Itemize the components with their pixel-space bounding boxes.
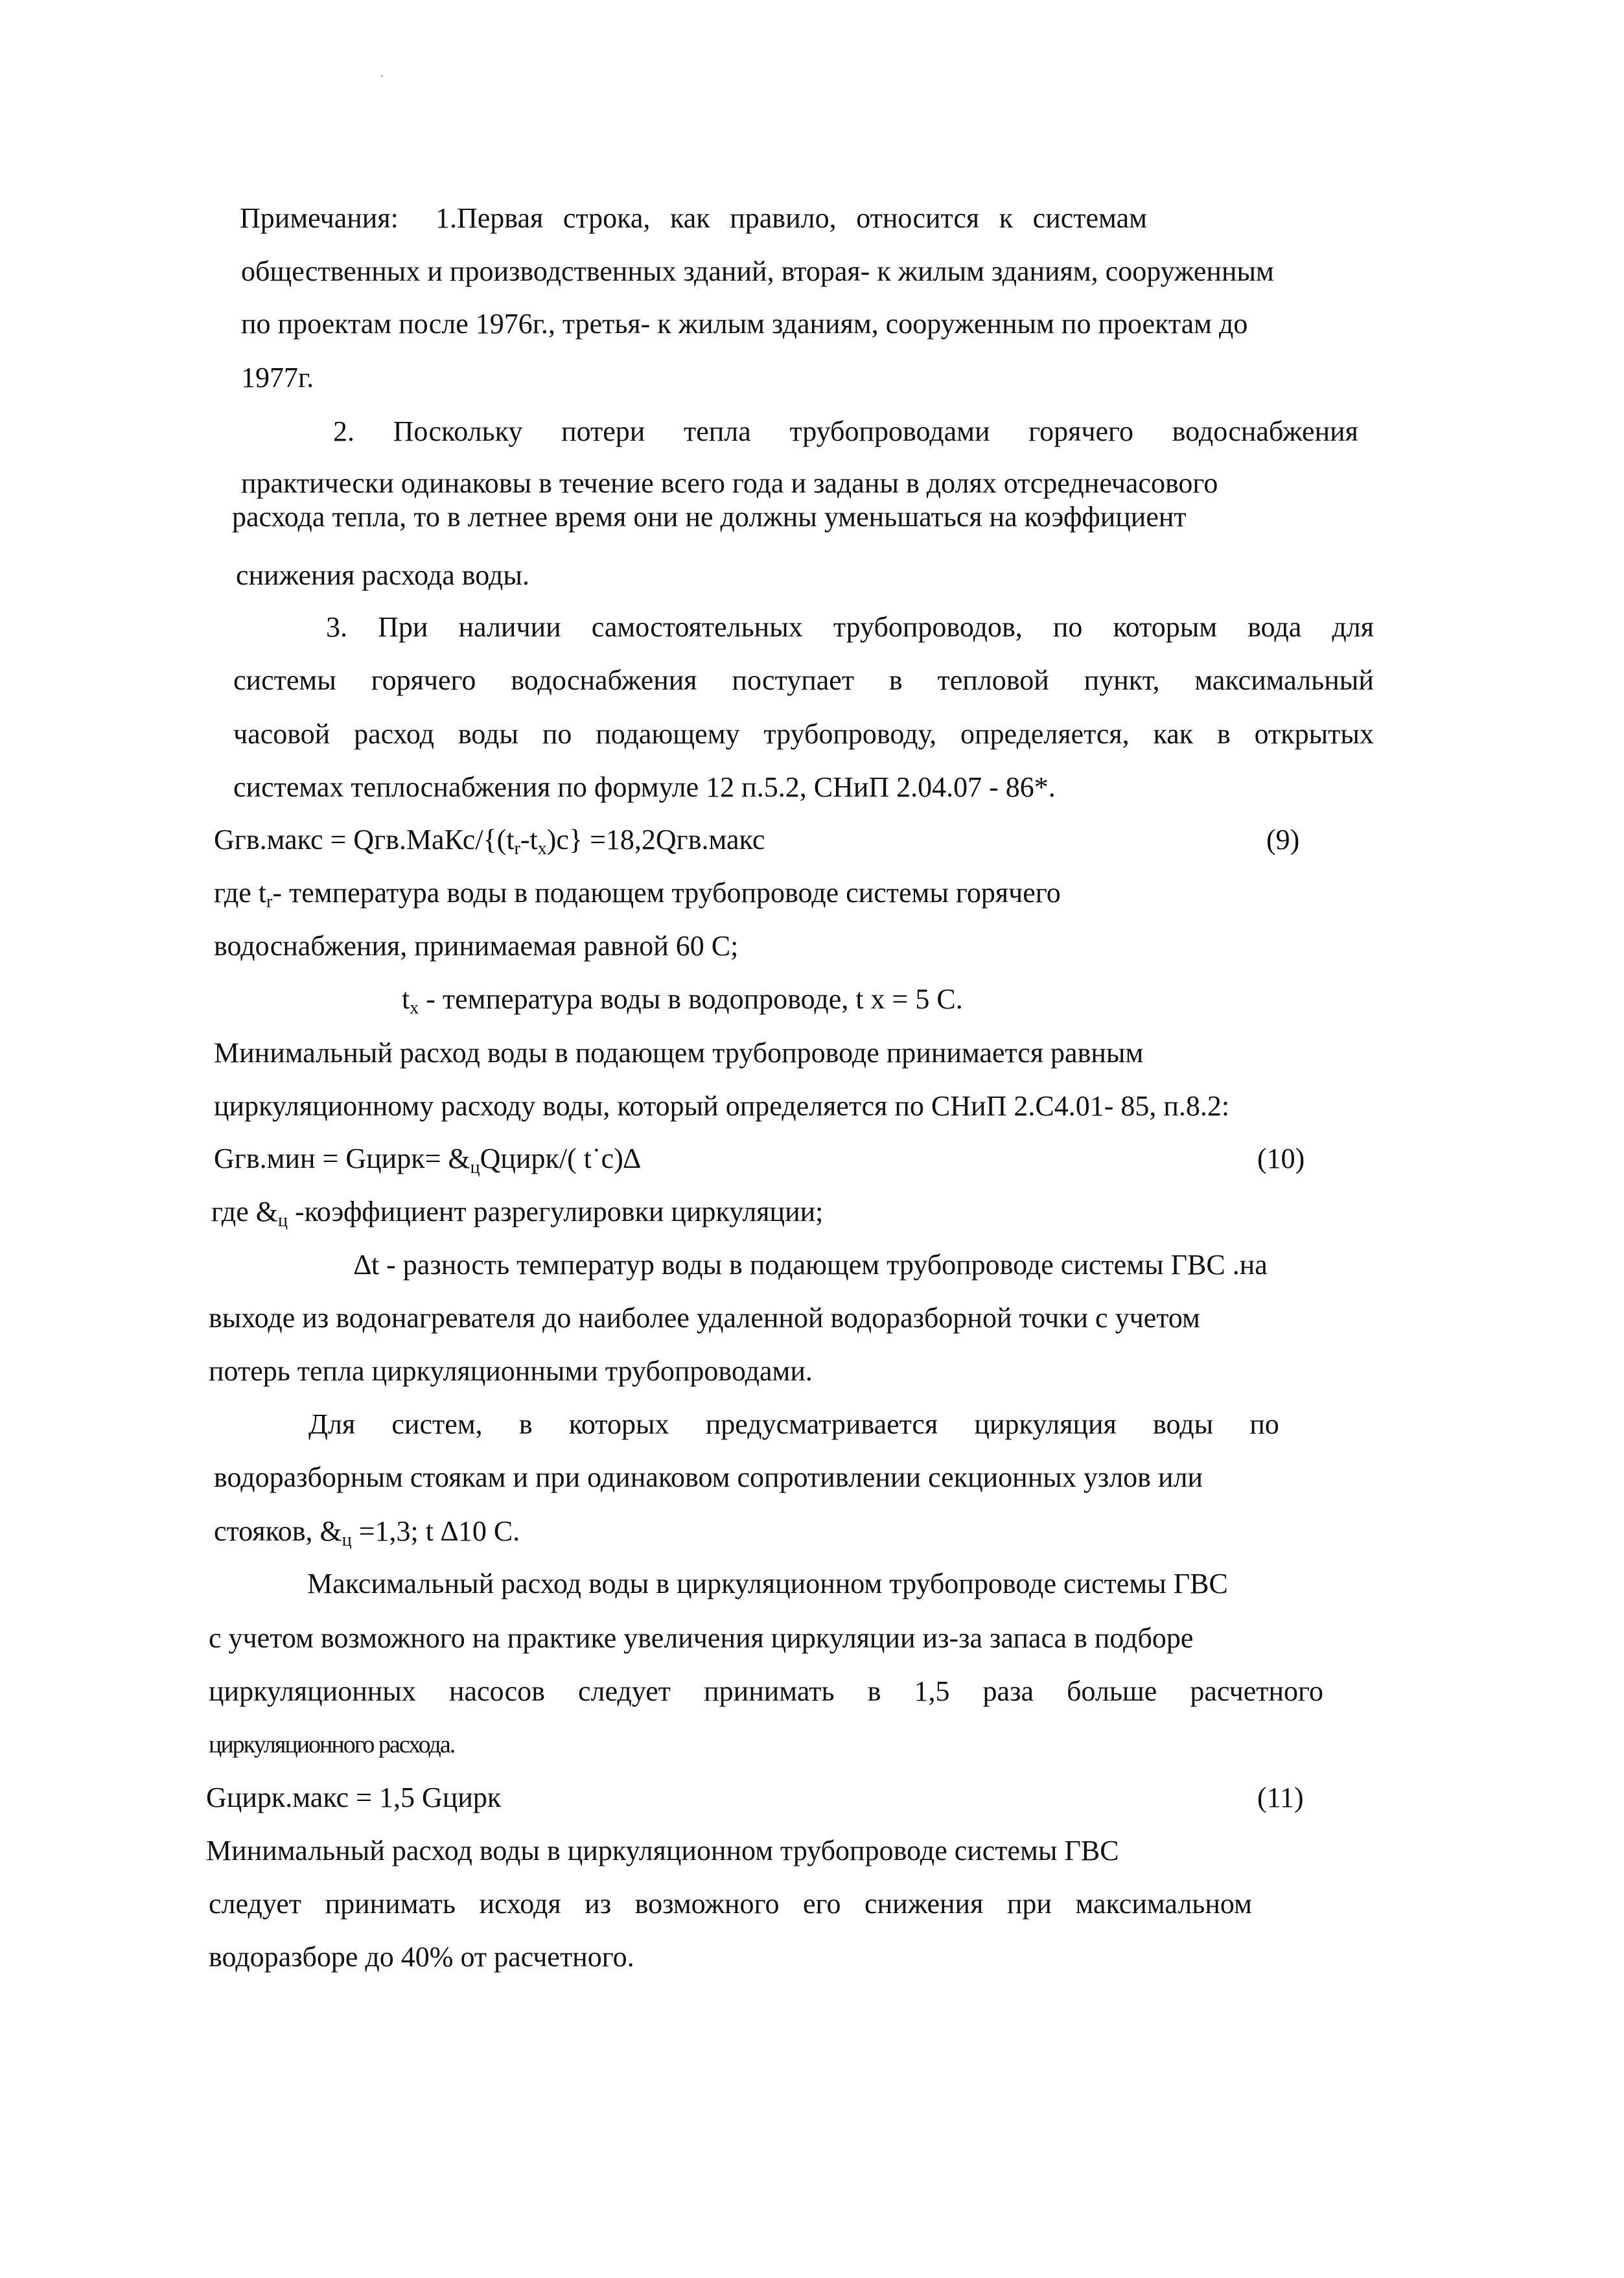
word: самостоятельных <box>591 611 803 643</box>
word: системы <box>233 664 336 696</box>
word: как <box>1153 718 1194 750</box>
word: предусматривается <box>705 1408 938 1440</box>
word: по <box>542 718 572 750</box>
min-circ-line-1: Минимальный расход воды в циркуляционном трубопроводе системы ГВС <box>206 1835 1119 1866</box>
word: тепловой <box>937 664 1049 696</box>
word: в <box>888 664 903 696</box>
word: больше <box>1067 1675 1157 1707</box>
word: тепла <box>684 415 751 447</box>
word: расход <box>354 718 434 750</box>
note-1-line-3: по проектам после 1976г., третья- к жилым зданиям, сооруженным по проектам до <box>241 308 1248 340</box>
word: трубопроводами <box>789 415 990 447</box>
word: к <box>999 202 1014 234</box>
equation-10: Gгв.мин = Gцирк= $\&_цQцирк/$( t˙c)∆ <box>214 1143 641 1178</box>
word: возможного <box>634 1888 780 1920</box>
word: потери <box>561 415 645 447</box>
word: в <box>867 1675 881 1707</box>
word: для <box>1332 611 1374 643</box>
equation-10-number: (10) <box>1257 1143 1305 1174</box>
word: воды <box>458 718 518 750</box>
word: системам <box>1032 202 1147 234</box>
word: строка, <box>563 202 651 234</box>
word: открытых <box>1254 718 1374 750</box>
systems-line-1 <box>308 1406 1279 1443</box>
word: при <box>1006 1888 1052 1920</box>
equation-9: Gгв.макс = $Qгв.МаКс/\{(t_r-t_x)c\}$ =18,2Qгв.макс <box>214 824 765 859</box>
note-2-line-1 <box>333 413 1358 450</box>
equation-11-number: (11) <box>1257 1782 1304 1813</box>
min-circ-line-2 <box>209 1886 1252 1922</box>
word: вода <box>1247 611 1302 643</box>
word: снижения <box>864 1888 984 1920</box>
word: следует <box>578 1675 671 1707</box>
word: 2. <box>333 415 354 447</box>
word: относится <box>856 202 980 234</box>
delta-t-line-3: потерь тепла циркуляционными трубопроводами. <box>209 1355 813 1387</box>
word: часовой <box>233 718 331 750</box>
word: правило, <box>730 202 837 234</box>
word: 3. <box>326 611 347 643</box>
word: определяется, <box>960 718 1130 750</box>
word: пункт, <box>1084 664 1160 696</box>
word: Поскольку <box>393 415 523 447</box>
equation-9-number: (9) <box>1266 824 1300 855</box>
word: воды <box>1153 1408 1214 1440</box>
scan-speck <box>381 75 383 77</box>
word: водоснабжения <box>1172 415 1358 447</box>
word: которых <box>568 1408 669 1440</box>
word: трубопроводов, <box>833 611 1023 643</box>
equation-11: Gцирк.макс = 1,5 Gцирк <box>206 1782 502 1813</box>
systems-line-2: водоразборным стоякам и при одинаковом сопротивлении секционных узлов или <box>214 1461 1203 1493</box>
where-tr-line-2: водоснабжения, принимаемая равной 60 С; <box>214 930 739 962</box>
where-tx-line: $t_x$ - температура воды в водопроводе, t x = 5 С. <box>402 983 963 1018</box>
word: При <box>378 611 428 643</box>
delta-t-line-2: выходе из водонагревателя до наиболее удаленной водоразборной точки с учетом <box>209 1302 1200 1334</box>
word: 1,5 <box>914 1675 950 1707</box>
word: циркуляционных <box>209 1675 416 1707</box>
word: циркуляция <box>974 1408 1117 1440</box>
note-1-line-1 <box>435 200 1147 237</box>
word: максимальный <box>1194 664 1374 696</box>
word: принимать <box>704 1675 835 1707</box>
word: наличии <box>458 611 561 643</box>
min-flow-line-1: Минимальный расход воды в подающем трубопроводе принимается равным <box>214 1037 1144 1069</box>
word: горячего <box>1028 415 1133 447</box>
word: по <box>1052 611 1083 643</box>
word: горячего <box>371 664 476 696</box>
note-3-line-3 <box>233 716 1374 752</box>
word: водоснабжения <box>511 664 697 696</box>
max-circ-line-4: циркуляционного расхода. <box>209 1731 455 1758</box>
word: принимать <box>325 1888 456 1920</box>
where-tr-line: где $t_r-$ температура воды в подающем трубопроводе системы горячего <box>214 877 1061 912</box>
note-2-line-3: расхода тепла, то в летнее время они не должны уменьшаться на коэффициент <box>232 501 1187 533</box>
note-3-line-1 <box>326 609 1374 645</box>
max-circ-line-3 <box>209 1673 1323 1710</box>
word: исходя <box>479 1888 561 1920</box>
word: из <box>585 1888 612 1920</box>
word: трубопроводу, <box>763 718 937 750</box>
min-flow-line-2: циркуляционному расходу воды, который определяется по СНиП 2.С4.01- 85, п.8.2: <box>214 1090 1230 1122</box>
word: Для <box>308 1408 356 1440</box>
word: насосов <box>448 1675 545 1707</box>
delta-t-line-1: ∆t - разность температур воды в подающем трубопроводе системы ГВС .на <box>354 1249 1268 1281</box>
note-2-line-2: практически одинаковы в течение всего года и заданы в долях отсреднечасового <box>241 467 1218 499</box>
note-1-line-2: общественных и производственных зданий, вторая- к жилым зданиям, сооруженным <box>241 255 1274 287</box>
word: подающему <box>596 718 740 750</box>
word: 1.Первая <box>435 202 544 234</box>
word: раза <box>982 1675 1034 1707</box>
min-circ-line-3: водоразборе до 40% от расчетного. <box>209 1941 634 1973</box>
word: в <box>518 1408 533 1440</box>
word: расчетного <box>1190 1675 1323 1707</box>
word: максимальном <box>1075 1888 1252 1920</box>
systems-line-3: стояков, $\&_ц =1,3$; t ∆10 С. <box>214 1515 520 1550</box>
where-kc-line: где $\&_ц$ -коэффициент разрегулировки циркуляции; <box>211 1196 824 1231</box>
word: как <box>670 202 710 234</box>
note-3-line-2 <box>233 662 1374 699</box>
note-2-line-4: снижения расхода воды. <box>236 559 529 591</box>
word: систем, <box>391 1408 483 1440</box>
word: которым <box>1113 611 1218 643</box>
notes-title: Примечания: <box>240 202 399 234</box>
note-3-line-4: системах теплоснабжения по формуле 12 п.5.2, СНиП 2.04.07 - 86*. <box>233 771 1056 803</box>
word: его <box>803 1888 841 1920</box>
word: по <box>1249 1408 1279 1440</box>
max-circ-line-2: с учетом возможного на практике увеличения циркуляции из-за запаса в подборе <box>209 1622 1194 1654</box>
max-circ-line-1: Максимальный расход воды в циркуляционном трубопроводе системы ГВС <box>307 1568 1228 1599</box>
note-1-line-4: 1977г. <box>241 362 314 393</box>
word: поступает <box>732 664 855 696</box>
word: в <box>1216 718 1231 750</box>
word: следует <box>209 1888 301 1920</box>
